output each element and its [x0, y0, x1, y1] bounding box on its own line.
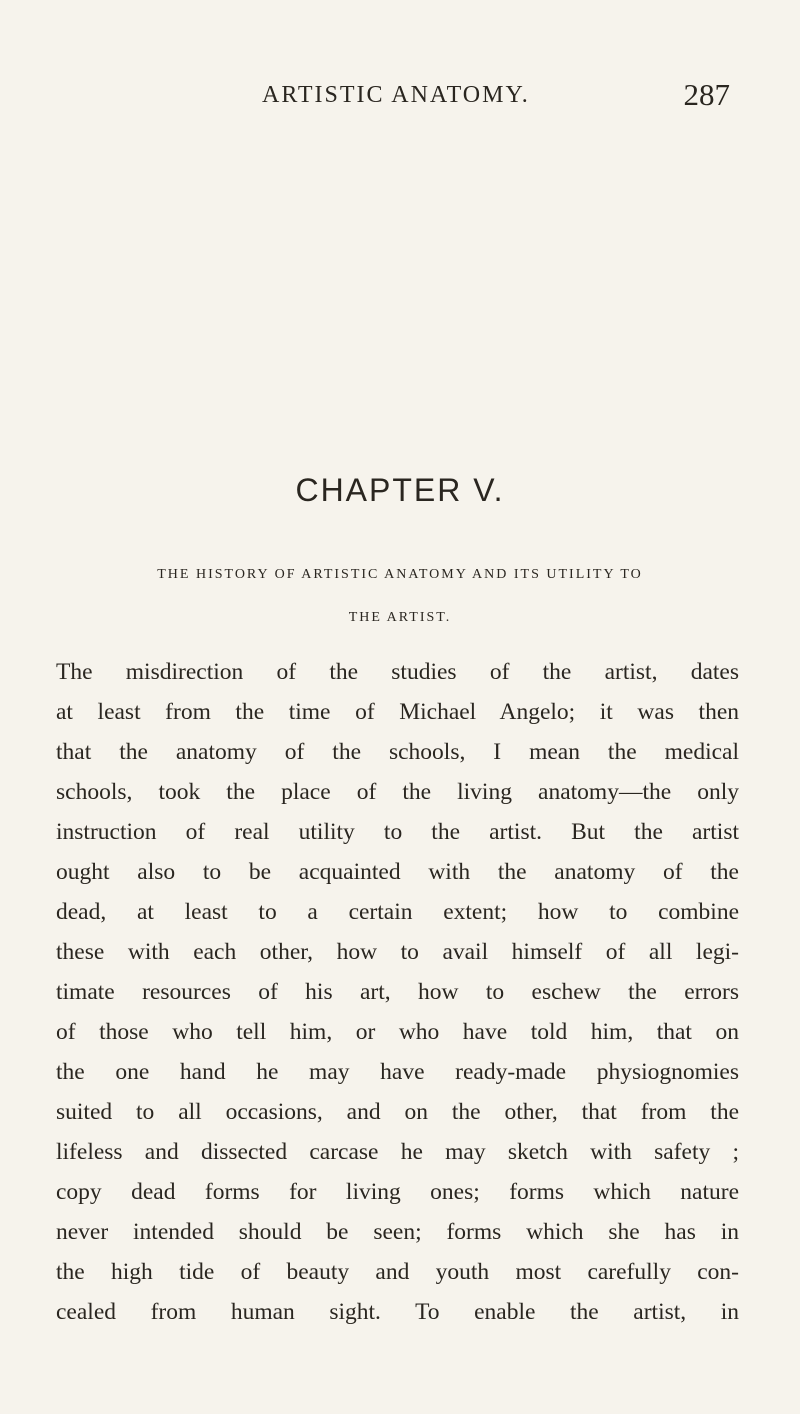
body-line-7: dead, at least to a certain extent; how to combine: [56, 899, 739, 925]
body-line-9: timate resources of his art, how to eschew the errors: [56, 979, 739, 1005]
running-title: ARTISTIC ANATOMY.: [262, 82, 530, 108]
body-line-2: at least from the time of Michael Angelo; it was then: [56, 699, 739, 725]
page-number: 287: [683, 77, 730, 112]
body-line-1: The misdirection of the studies of the artist, dates: [56, 659, 739, 685]
chapter-subtitle-line-2: THE ARTIST.: [348, 610, 452, 625]
body-line-17: cealed from human sight. To enable the artist, in: [56, 1299, 739, 1325]
body-line-4: schools, took the place of the living anatomy—the only: [56, 779, 739, 805]
chapter-title: CHAPTER V.: [295, 472, 505, 508]
body-line-8: these with each other, how to avail himself of all legi-: [56, 939, 739, 965]
body-line-5: instruction of real utility to the artist. But the artist: [56, 819, 739, 845]
body-line-10: of those who tell him, or who have told him, that on: [56, 1019, 739, 1045]
chapter-subtitle-line-1: THE HISTORY OF ARTISTIC ANATOMY AND ITS UTILITY TO: [157, 567, 643, 582]
body-line-11: the one hand he may have ready-made physiognomies: [56, 1059, 739, 1085]
running-head: [70, 77, 730, 120]
body-line-3: that the anatomy of the schools, I mean the medical: [56, 739, 739, 765]
body-line-12: suited to all occasions, and on the other, that from the: [56, 1099, 739, 1125]
body-line-14: copy dead forms for living ones; forms which nature: [56, 1179, 739, 1205]
body-line-6: ought also to be acquainted with the anatomy of the: [56, 859, 739, 885]
body-text: [56, 652, 739, 1332]
body-line-13: lifeless and dissected carcase he may sketch with safety ;: [56, 1139, 739, 1165]
body-line-16: the high tide of beauty and youth most carefully con-: [56, 1259, 739, 1285]
body-line-15: never intended should be seen; forms which she has in: [56, 1219, 739, 1245]
